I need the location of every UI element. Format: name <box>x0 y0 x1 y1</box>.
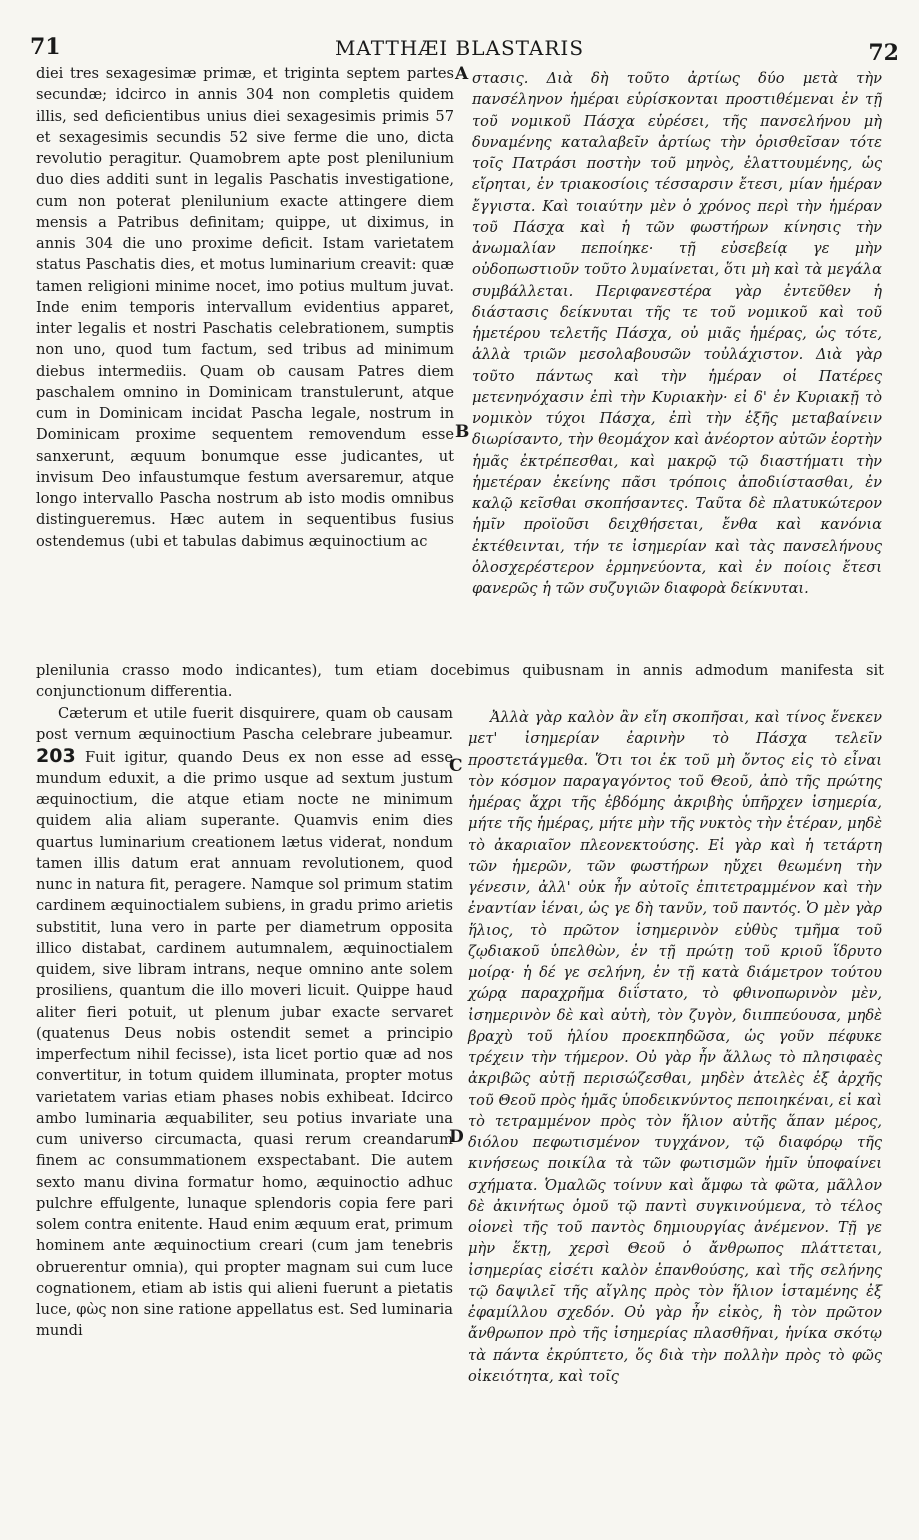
page-number-right: 72 <box>868 40 899 66</box>
greek-paragraph: στασις. Διὰ δὴ τοῦτο ἀρτίως δύο μετὰ τὴν πανσέληνον ἡμέραι εὑρίσκονται προστιθέμεναι ἐν τῇ τοῦ νομικοῦ Πάσχα εὑρέσει, τῆς πανσελήνου μὴ δυναμένης καταλαβεῖν ἀρτίως τὴν ὁρισθεῖσαν τότε τοῖς Πατράσι ποστὴν τοῦ μηνὸς, ἐλαττουμένης, ὡς εἴρηται, ἐν τριακοσίοις τέσσαρσιν ἔτεσι, μίαν ἡμέραν ἔγγιστα. Καὶ τοιαύτην μὲν ὁ χρόνος περὶ τὴν ἡμέραν τοῦ Πάσχα καὶ ἡ τῶν φωστήρων κίνησις τὴν ἀνωμαλίαν πεποίηκε· τῇ εὐσεβείᾳ γε μὴν οὐδοπωστιοῦν τοῦτο λυμαίνεται, ὅτι μὴ καὶ τὰ μεγάλα συμβάλλεται. Περιφανεστέρα γὰρ ἐντεῦθεν ἡ διάστασις δείκνυται τῆς τε τοῦ νομικοῦ καὶ τοῦ ἡμετέρου τελετῆς Πάσχα, οὐ μιᾶς ἡμέρας, ὡς τότε, ἀλλὰ τριῶν μεσολαβουσῶν τοὐλάχιστον. Διὰ γὰρ τοῦτο πάντως καὶ τὴν ἡμέραν οἱ Πατέρες μετενηνόχασιν ἐπὶ τὴν Κυριακὴν· εἰ δ' ἐν Κυριακῇ τὸ νομικὸν τύχοι Πάσχα, ἐπὶ τὴν ἑξῆς μεταβαίνειν διωρίσαντο, τὴν θεομάχον καὶ ἀνέορτον αὐτῶν ἑορτὴν ἡμᾶς ἐκτρέπεσθαι, καὶ μακρῷ τῷ διαστήματι τὴν ἡμετέραν ἐκείνης πᾶσι τρόποις ἀποδιίστασθαι, ἐν καλῷ κεῖσθαι σκοπήσαντες. Ταῦτα δὲ πλατυκώτερον ἡμῖν προϊοῦσι δειχθήσεται, ἔνθα καὶ κανόνια ἐκτέθεινται, τήν τε ἰσημερίαν καὶ τὰς πανσελήνους ὁλοσχερέστερον ἑρμηνεύοντα, καὶ ἐν ποίοις ἔτεσι φανερῶς ἡ τῶν συζυγιῶν διαφορὰ δείκνυται. <box>472 70 882 597</box>
page-number-left: 71 <box>30 34 61 60</box>
latin-paragraph: diei tres sexagesimæ primæ, et triginta septem partes secundæ; idcirco in annis 304 non completis quidem illis, sed deficientibus unius diei sexagesimis primis 57 et sexagesimis secundis 52 sive ferme die uno, dicta revolutio peragitur. Quamobrem apte post plenilunium duo dies additi sunt in legalis Paschatis investigatione, cum non poterat plenilunium exacte attingere diem mensis a Patribus definitam; quippe, ut diximus, in annis 304 die uno proxime deficit. Istam varietatem status Paschatis dies, et motus luminarium creavit: quæ tamen religioni minime nocet, imo potius multum juvat. Inde enim temporis intervallum evidentius apparet, inter legalis et nostri Paschatis celebrationem, sumptis non uno, quod tum factum, sed tribus ad minimum diebus intermediis. Quam ob causam Patres diem paschalem omnino in Dominicam transtulerunt, atque cum in Dominicam incidat Pascha legale, nostrum in Dominicam proxime sequentem removendum esse sanxerunt, æquum bonumque esse judicantes, ut invisum Deo infaustumque festum aversaremur, atque longo intervallo Pascha nostrum ab isto modis omnibus distingueremus. Hæc autem in sequentibus fusius ostendemus (ubi et tabulas dabimus æquinoctium ac <box>36 65 454 550</box>
latin-column-top <box>36 63 454 552</box>
margin-marker-c: C <box>449 756 463 776</box>
margin-marker-b: B <box>455 422 470 442</box>
latin-paragraph-2-intro: Cæterum et utile fuerit disquirere, quam ob causam post vernum æquinoctium Pascha celebrare jubeamur. <box>36 705 453 744</box>
greek-column-bottom <box>468 707 882 1387</box>
latin-paragraph-2-body: Fuit igitur, quando Deus ex non esse ad esse mundum eduxit, a die primo usque ad sextum justum æquinoctium, die atque etiam nocte ne minimum quidem alia aliam superante. Quamvis enim dies quartus luminarium creationem lætus viderat, nondum tamen illis datum erat annuam revolutionem, quod nunc in natura fit, peragere. Namque sol primum statim cardinem æquinoctialem subiens, in gradu primo arietis substitit, luna vero in parte per diametrum opposita illico distabat, cardinem autumnalem, æquinoctialem quidem, sive libram intrans, neque omnino ante solem prosiliens, quantum die illo moveri licuit. Quippe haud aliter fieri potuit, ut plenum jubar exacte servaret (quatenus Deus nobis ostendit semet a principio imperfectum nihil fecisse), ista licet portio quæ ad nos convertitur, in totum quidem illuminata, propter motus varietatem varias etiam phases nobis exhibeat. Idcirco ambo luminaria æquabiliter, seu potius invariate una cum universo circumacta, quasi rerum creandarum finem ac consummationem exspectabant. Die autem sexto manu divina formatur homo, æquinoctio adhuc pulchre effulgente, lunaque splendoris copia fere pari solem contra enitente. Haud enim æquum erat, primum hominem ante æquinoctium creari (cum jam tenebris obruerentur omnia), qui propter magnam sui cum luce cognationem, etiam ab istis qui alieni fuerunt a pietatis luce, φὼς non sine ratione appellatus est. Sed luminaria mundi <box>36 748 454 1340</box>
margin-marker-a: A <box>455 64 469 84</box>
margin-marker-d: D <box>449 1127 464 1147</box>
latin-column-bottom <box>36 703 453 1342</box>
greek-paragraph-2: Ἀλλὰ γὰρ καλὸν ἂν εἴη σκοπῆσαι, καὶ τίνος ἕνεκεν μετ' ἰσημερίαν ἐαρινὴν τὸ Πάσχα τελεῖν προστετάγμεθα. Ὅτι τοι ἐκ τοῦ μὴ ὄντος εἰς τὸ εἶναι τὸν κόσμον παραγαγόντος τοῦ Θεοῦ, ἀπὸ τῆς πρώτης ἡμέρας ἄχρι τῆς ἑβδόμης ἀκριβὴς ὑπῆρχεν ἰσημερία, μήτε τῆς ἡμέρας, μήτε μὴν τῆς νυκτὸς τὴν ἑτέραν, μηδὲ τὸ ἀκαριαῖον πλεονεκτούσης. Εἰ γὰρ καὶ ἡ τετάρτη τῶν ἡμερῶν, τῶν φωστήρων ηὔχει θεωμένη τὴν γένεσιν, ἀλλ' οὐκ ἦν αὐτοῖς ἐπιτετραμμένον καὶ τὴν ἐναντίαν ἰέναι, ὡς γε δὴ τανῦν, τοῦ παντός. Ὁ μὲν γὰρ ἥλιος, τὸ πρῶτον ἰσημερινὸν εὐθὺς τμῆμα τοῦ ζῳδιακοῦ ὑπελθὼν, ἐν τῇ πρώτῃ τοῦ κριοῦ ἵδρυτο μοίρᾳ· ἡ δέ γε σελήνη, ἐν τῇ κατὰ διάμετρον τούτου χώρᾳ παραχρῆμα διΐστατο, τὸ φθινοπωρινὸν μὲν, ἰσημερινὸν δὲ καὶ αὐτὴ, τὸν ζυγὸν, διιππεύουσα, μηδὲ βραχὺ τοῦ ἡλίου προεκπηδῶσα, ὡς γοῦν πέφυκε τρέχειν τὴν τήμερον. Οὐ γὰρ ἦν ἄλλως τὸ πλησιφαὲς ἀκριβῶς αὐτῇ περισώζεσθαι, μηδὲν ἀτελὲς ἐξ ἀρχῆς τοῦ Θεοῦ πρὸς ἡμᾶς ὑποδεικνύντος πεποιηκέναι, εἰ καὶ τὸ τετραμμένον πρὸς τὸν ἥλιον αὐτῆς ἅπαν μέρος, διόλου πεφωτισμένον τυγχάνον, τῷ διαφόρῳ τῆς κινήσεως ποικίλα τὰ τῶν φωτισμῶν ἡμῖν ὑποφαίνει σχήματα. Ὁμαλῶς τοίνυν καὶ ἄμφω τὰ φῶτα, μᾶλλον δὲ ἀκινήτως ὁμοῦ τῷ παντὶ συγκινούμενα, τὸ τέλος οἱονεὶ τῆς τοῦ παντὸς δημιουργίας ἀνέμενον. Τῇ γε μὴν ἕκτῃ, χερσὶ Θεοῦ ὁ ἄνθρωπος πλάττεται, ἰσημερίας εἰσέτι καλὸν ἐπανθούσης, καὶ τῆς σελήνης τῷ δαψιλεῖ τῆς αἴγλης πρὸς τὸν ἥλιον ἱσταμένης ἐξ ἐφαμίλλου σχεδόν. Οὐ γὰρ ἦν εἰκὸς, ἢ τὸν πρῶτον ἄνθρωπον πρὸ τῆς ἰσημερίας πλασθῆναι, ἡνίκα σκότῳ τὰ πάντα ἐκρύπτετο, ὅς διὰ τὴν πολλὴν πρὸς τὸ φῶς οἰκειότητα, καὶ τοῖς <box>468 709 882 1385</box>
greek-column-top <box>472 68 882 599</box>
running-head: MATTHÆI BLASTARIS <box>334 36 585 60</box>
spanning-line: plenilunia crasso modo indicantes), tum etiam docebimus quibusnam in annis admodum manifesta sit conjunctionum differentia. <box>36 662 884 701</box>
section-number: 203 <box>36 744 76 767</box>
latin-paragraph-2 <box>36 703 453 1342</box>
